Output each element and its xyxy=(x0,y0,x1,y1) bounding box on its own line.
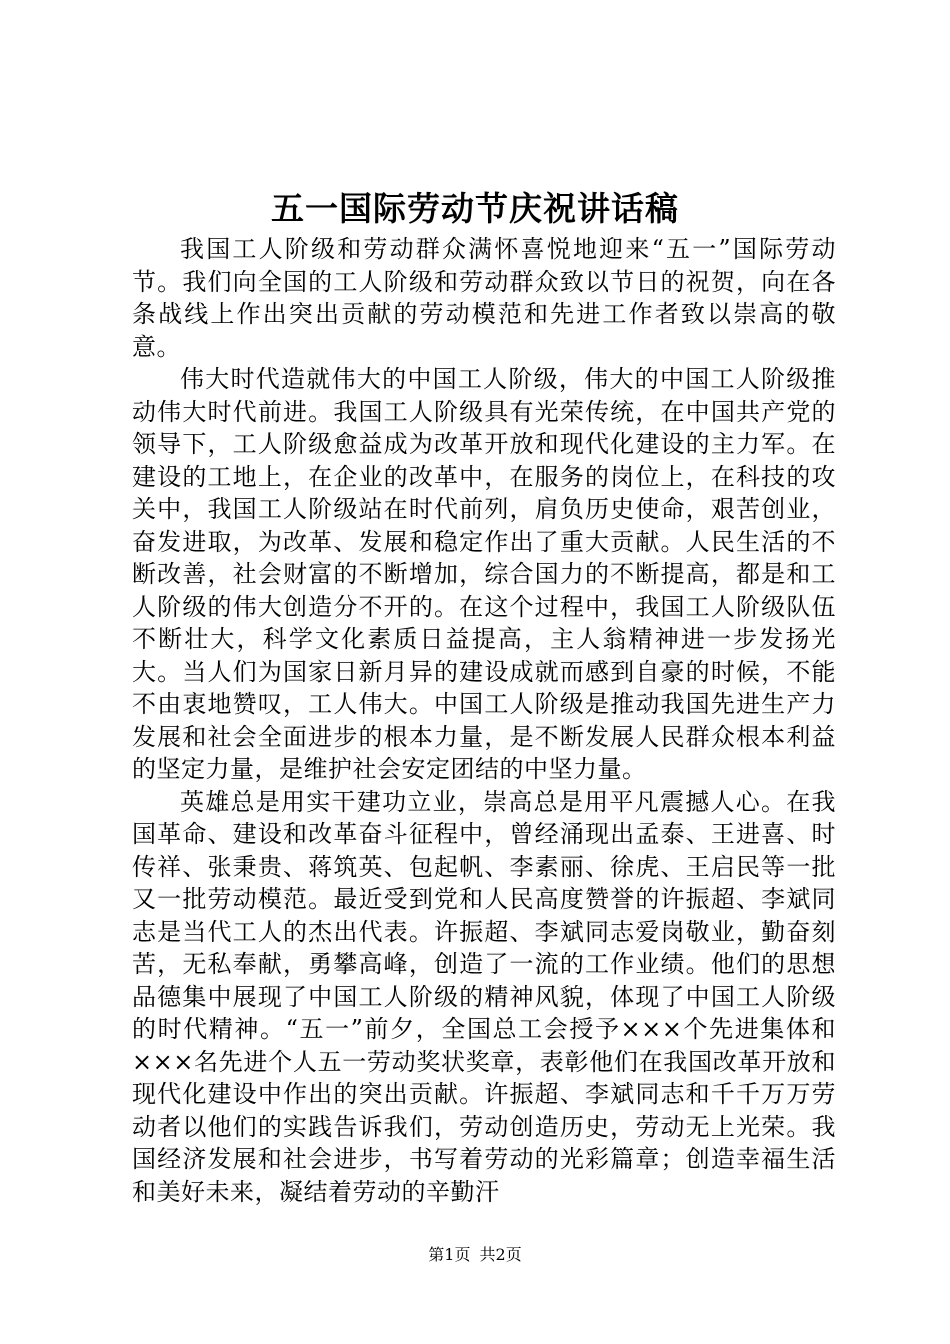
document-title: 五一国际劳动节庆祝讲话稿 xyxy=(271,189,679,228)
paragraph-1: 我国工人阶级和劳动群众满怀喜悦地迎来“五一”国际劳动节。我们向全国的工人阶级和劳动群众致以节日的祝贺，向在各条战线上作出突出贡献的劳动模范和先进工作者致以崇高的敬意。 xyxy=(132,235,836,361)
page-footer xyxy=(0,1245,950,1265)
page-number-current: 第1页 xyxy=(428,1245,471,1264)
page-number-total: 共2页 xyxy=(479,1245,522,1264)
paragraph-3: 英雄总是用实干建功立业，崇高总是用平凡震撼人心。在我国革命、建设和改革奋斗征程中，曾经涌现出孟泰、王进喜、时传祥、张秉贵、蒋筑英、包起帆、李素丽、徐虎、王启民等一批又一批劳动模范。最近受到党和人民高度赞誉的许振超、李斌同志是当代工人的杰出代表。许振超、李斌同志爱岗敬业，勤奋刻苦，无私奉献，勇攀高峰，创造了一流的工作业绩。他们的思想品德集中展现了中国工人阶级的精神风貌，体现了中国工人阶级的时代精神。“五一”前夕，全国总工会授予×××个先进集体和×××名先进个人五一劳动奖状奖章，表彰他们在我国改革开放和现代化建设中作出的突出贡献。许振超、李斌同志和千千万万劳动者以他们的实践告诉我们，劳动创造历史，劳动无上光荣。我国经济发展和社会进步，书写着劳动的光彩篇章；创造幸福生活和美好未来，凝结着劳动的辛勤汗 xyxy=(132,787,836,1206)
paragraph-2: 伟大时代造就伟大的中国工人阶级，伟大的中国工人阶级推动伟大时代前进。我国工人阶级具有光荣传统，在中国共产党的领导下，工人阶级愈益成为改革开放和现代化建设的主力军。在建设的工地上，在企业的改革中，在服务的岗位上，在科技的攻关中，我国工人阶级站在时代前列，肩负历史使命，艰苦创业，奋发进取，为改革、发展和稳定作出了重大贡献。人民生活的不断改善，社会财富的不断增加，综合国力的不断提高，都是和工人阶级的伟大创造分不开的。在这个过程中，我国工人阶级队伍不断壮大，科学文化素质日益提高，主人翁精神进一步发扬光大。当人们为国家日新月异的建设成就而感到自豪的时候，不能不由衷地赞叹，工人伟大。中国工人阶级是推动我国先进生产力发展和社会全面进步的根本力量，是不断发展人民群众根本利益的坚定力量，是维护社会安定团结的中坚力量。 xyxy=(132,365,836,783)
document-body xyxy=(132,233,836,1208)
